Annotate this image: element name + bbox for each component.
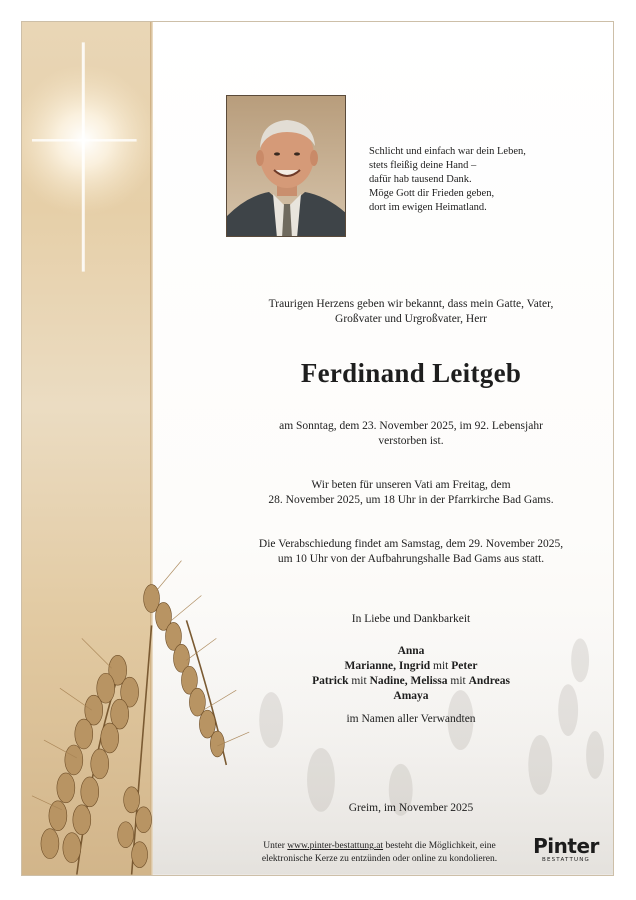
portrait-photo: [226, 95, 346, 237]
mourner-line: [212, 659, 610, 674]
love-and-gratitude-line: In Liebe und Dankbarkeit: [351, 613, 471, 625]
mourner-name: Nadine, Melissa: [369, 675, 448, 687]
footer-line: [222, 840, 537, 853]
website-link[interactable]: www.pinter-bestattung.at: [287, 841, 384, 851]
death-info: [212, 419, 610, 449]
poem-line: Schlicht und einfach war dein Leben,: [369, 146, 526, 157]
poem-line: Möge Gott dir Frieden geben,: [369, 188, 495, 199]
footer-prefix: Unter: [263, 841, 288, 851]
obituary-content: [22, 22, 613, 875]
mourner-connector: mit: [450, 675, 469, 687]
online-condolence-note: [222, 840, 537, 866]
poem-verse: [369, 145, 599, 215]
footer-suffix: besteht die Möglichkeit, eine: [383, 841, 496, 851]
prayer-info: [212, 478, 610, 508]
farewell-info-line: um 10 Uhr von der Aufbahrungshalle Bad Gams aus statt.: [277, 553, 545, 565]
mourner-line: [212, 689, 610, 704]
mourner-connector: mit: [351, 675, 370, 687]
prayer-info-line: Wir beten für unseren Vati am Freitag, dem: [311, 479, 511, 491]
intro-line: Großvater und Urgroßvater, Herr: [335, 313, 487, 325]
mourner-name: Patrick: [312, 675, 349, 687]
mourner-name: Marianne, Ingrid: [344, 660, 431, 672]
logo-subtitle: BESTATTUNG: [541, 857, 591, 863]
mourner-name: Amaya: [393, 690, 429, 702]
mourner-connector: mit: [433, 660, 452, 672]
pinter-logo: [527, 835, 605, 863]
deceased-name: Ferdinand Leitgeb: [300, 358, 522, 388]
logo-wordmark: Pinter: [533, 834, 599, 858]
poem-line: stets fleißig deine Hand –: [369, 160, 477, 171]
poem-line: dafür hab tausend Dank.: [369, 174, 472, 185]
mourner-line: [212, 674, 610, 689]
mourners-list: [212, 644, 610, 704]
poem-line: dort im ewigen Heimatland.: [369, 202, 487, 213]
place-and-date: Greim, im November 2025: [348, 802, 474, 814]
mourner-name: Andreas: [468, 675, 510, 687]
mourner-name: Peter: [451, 660, 478, 672]
farewell-info: [212, 537, 610, 567]
farewell-info-line: Die Verabschiedung findet am Samstag, dem 29. November 2025,: [258, 538, 564, 550]
death-info-line: verstorben ist.: [378, 435, 444, 447]
relatives-line: im Namen aller Verwandten: [346, 713, 476, 725]
prayer-info-line: 28. November 2025, um 18 Uhr in der Pfarrkirche Bad Gams.: [268, 494, 554, 506]
announcement-intro: [212, 297, 610, 327]
mourner-line: [212, 644, 610, 659]
mourner-name: Anna: [397, 645, 425, 657]
footer-line: elektronische Kerze zu entzünden oder online zu kondolieren.: [261, 854, 498, 864]
obituary-card: [21, 21, 614, 876]
death-info-line: am Sonntag, dem 23. November 2025, im 92. Lebensjahr: [279, 420, 543, 432]
intro-line: Traurigen Herzens geben wir bekannt, dass mein Gatte, Vater,: [268, 298, 554, 310]
